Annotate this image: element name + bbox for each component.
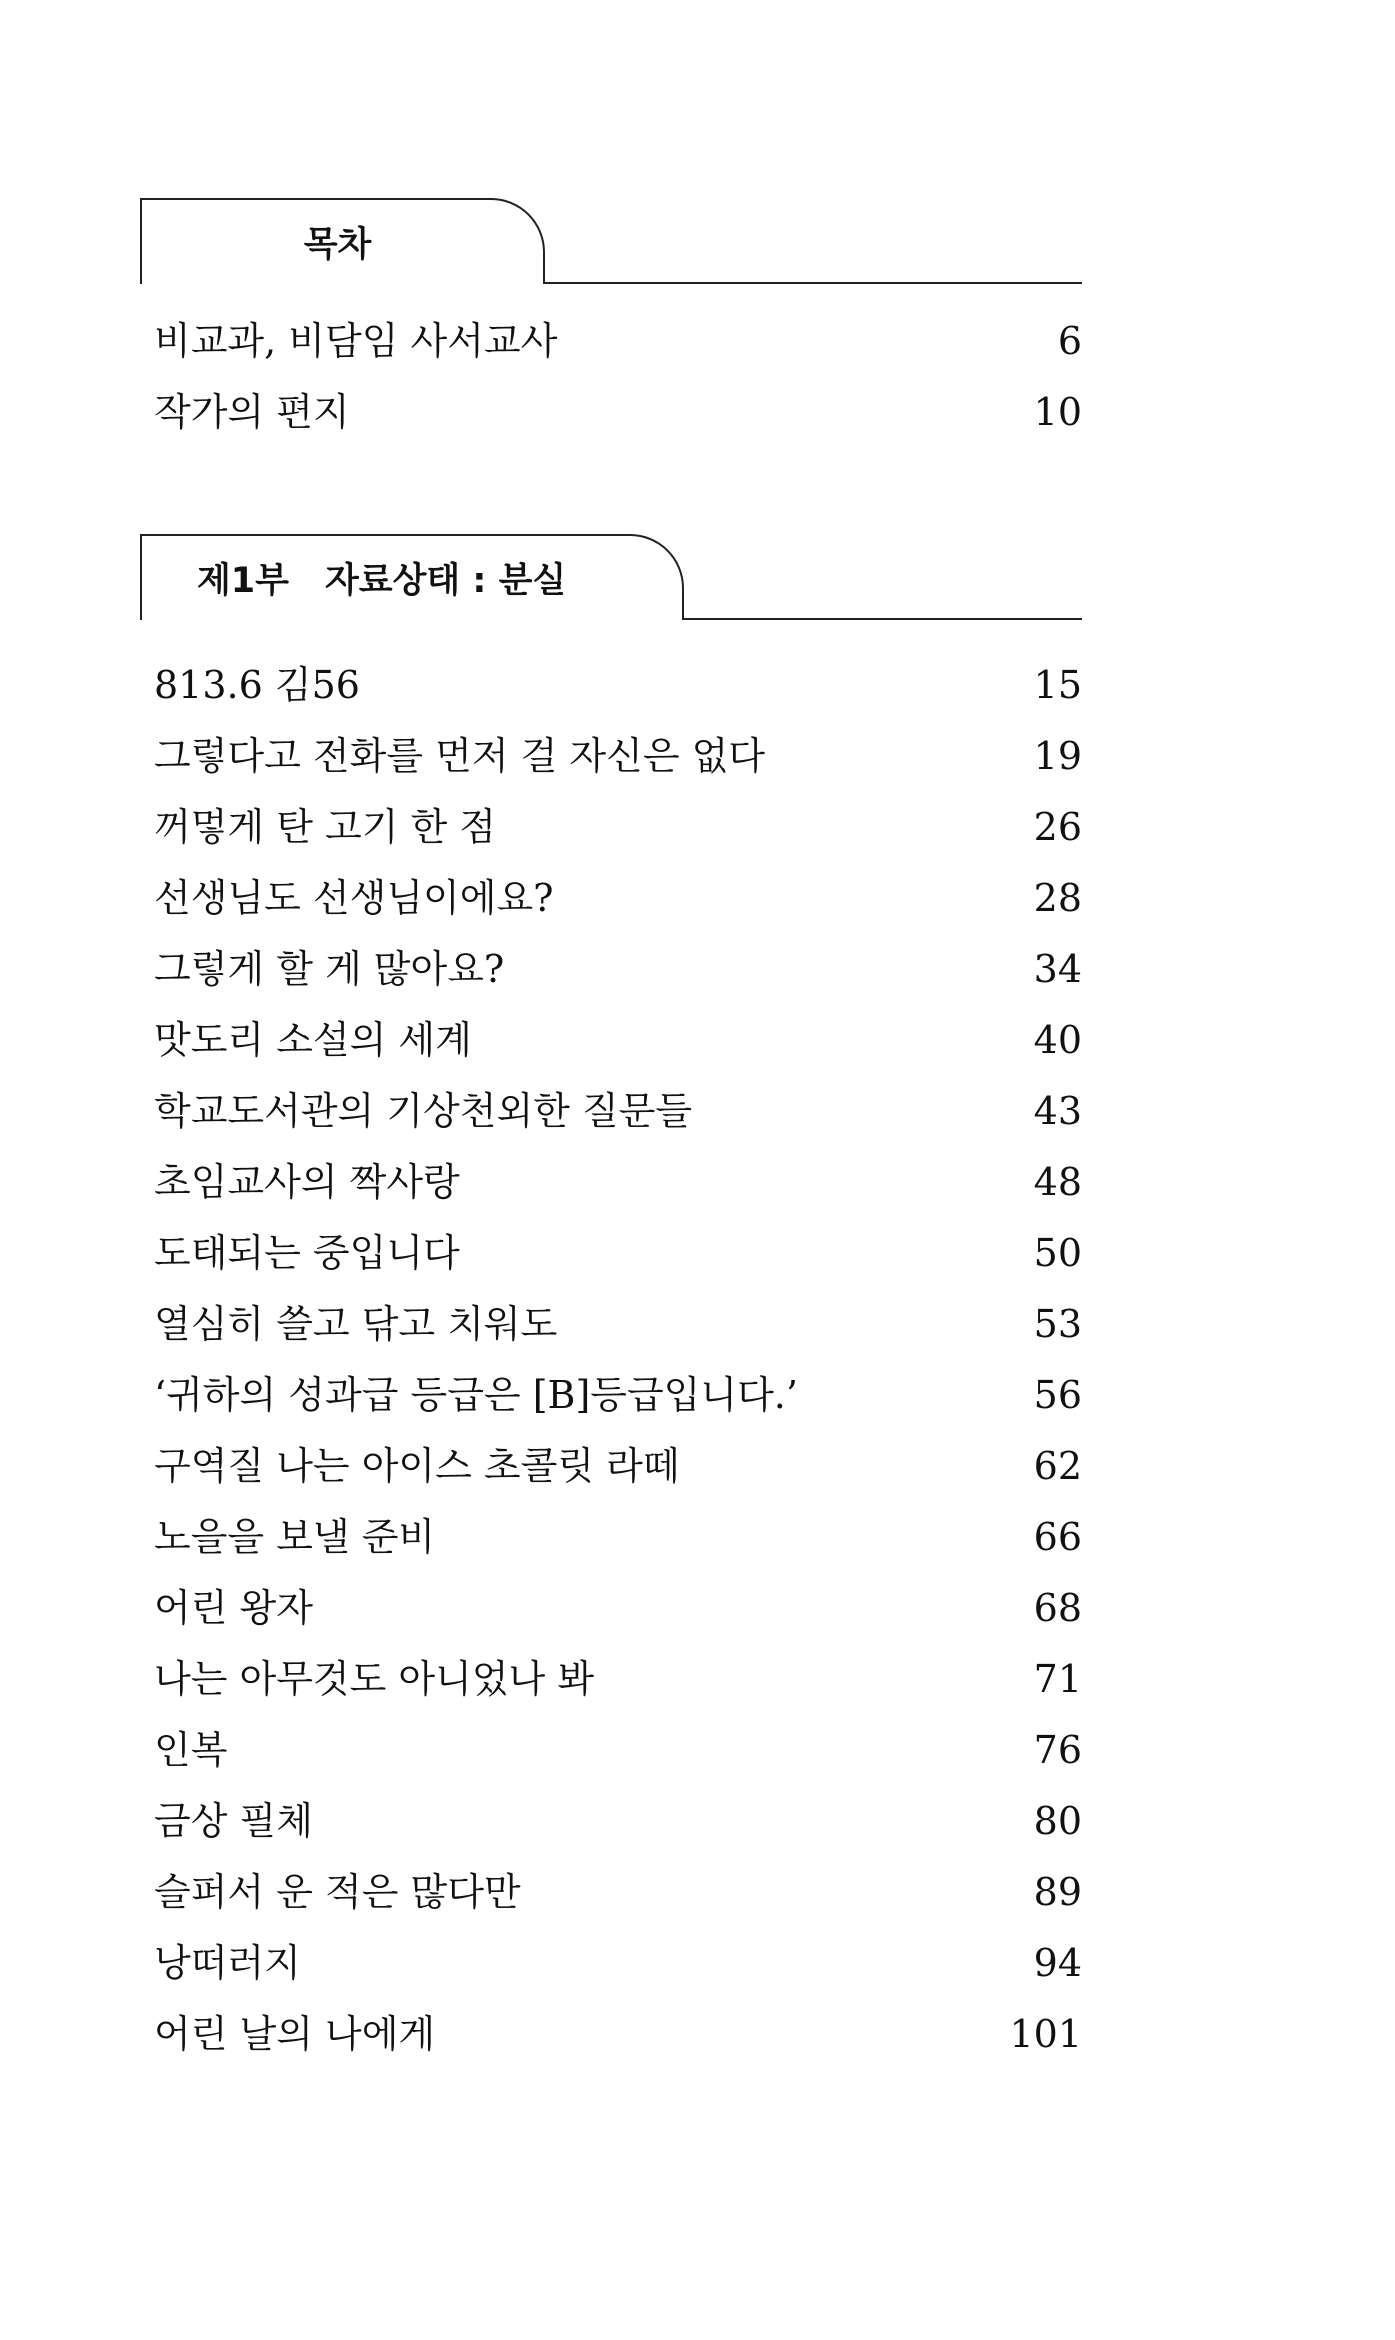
toc-entry — [140, 306, 1082, 377]
toc-title-tab — [140, 198, 545, 284]
toc-entry — [140, 1147, 1082, 1218]
entry-page: 62 — [1033, 1444, 1082, 1488]
toc-entry — [140, 1786, 1082, 1857]
entry-page: 80 — [1033, 1799, 1082, 1843]
entry-page: 6 — [1057, 319, 1082, 363]
part-number: 제1부 — [197, 561, 289, 601]
entry-list — [140, 284, 1082, 448]
entry-page: 89 — [1033, 1870, 1082, 1914]
toc-entry — [140, 1005, 1082, 1076]
toc-entry — [140, 863, 1082, 934]
toc-entry — [140, 792, 1082, 863]
entry-list — [140, 620, 1082, 2070]
entry-page: 34 — [1033, 947, 1082, 991]
toc-entry — [140, 1857, 1082, 1928]
toc-entry — [140, 650, 1082, 721]
entry-title: 초임교사의 짝사랑 — [154, 1160, 460, 1204]
entry-page: 50 — [1033, 1231, 1082, 1275]
toc-entry — [140, 1360, 1082, 1431]
toc-entry — [140, 1431, 1082, 1502]
entry-title: 나는 아무것도 아니었나 봐 — [154, 1657, 595, 1701]
toc-entry — [140, 1999, 1082, 2070]
entry-page: 19 — [1033, 734, 1082, 778]
entry-title: 813.6 김56 — [154, 663, 360, 707]
toc-section-part-1 — [140, 532, 1082, 2070]
entry-page: 26 — [1033, 805, 1082, 849]
toc-entry — [140, 934, 1082, 1005]
toc-section-front — [140, 196, 1082, 448]
entry-page: 15 — [1033, 663, 1082, 707]
part-title: 자료상태 : 분실 — [324, 561, 567, 601]
entry-page: 40 — [1033, 1018, 1082, 1062]
toc-entry — [140, 1928, 1082, 1999]
toc-entry — [140, 1076, 1082, 1147]
entry-title: 작가의 편지 — [154, 390, 350, 434]
entry-page: 66 — [1033, 1515, 1082, 1559]
entry-title: 비교과, 비담임 사서교사 — [154, 319, 558, 363]
entry-page: 68 — [1033, 1586, 1082, 1630]
entry-page: 48 — [1033, 1160, 1082, 1204]
entry-page: 43 — [1033, 1089, 1082, 1133]
entry-page: 76 — [1033, 1728, 1082, 1772]
entry-title: 구역질 나는 아이스 초콜릿 라떼 — [154, 1444, 680, 1488]
toc-entry — [140, 1502, 1082, 1573]
toc-entry — [140, 1218, 1082, 1289]
toc-entry — [140, 1715, 1082, 1786]
entry-title: 노을을 보낼 준비 — [154, 1515, 436, 1559]
entry-page: 71 — [1033, 1657, 1082, 1701]
table-of-contents — [140, 196, 1082, 2070]
toc-entry — [140, 1573, 1082, 1644]
toc-entry — [140, 1644, 1082, 1715]
entry-page: 56 — [1033, 1373, 1082, 1417]
entry-title: 맛도리 소설의 세계 — [154, 1018, 472, 1062]
entry-title: 어린 왕자 — [154, 1586, 313, 1630]
entry-title: 열심히 쓸고 닦고 치워도 — [154, 1302, 558, 1346]
toc-title: 목차 — [303, 225, 372, 265]
entry-page: 10 — [1033, 390, 1082, 434]
toc-entry — [140, 377, 1082, 448]
entry-title: ‘귀하의 성과급 등급은 [B]등급입니다.’ — [154, 1373, 798, 1417]
toc-entry — [140, 1289, 1082, 1360]
entry-page: 101 — [1009, 2012, 1082, 2056]
entry-title: 금상 필체 — [154, 1799, 313, 1843]
entry-title: 도태되는 중입니다 — [154, 1231, 460, 1275]
entry-title: 학교도서관의 기상천외한 질문들 — [154, 1089, 693, 1133]
entry-title: 그렇게 할 게 많아요? — [154, 947, 505, 991]
entry-title: 그렇다고 전화를 먼저 걸 자신은 없다 — [154, 734, 766, 778]
section-header — [140, 532, 1082, 620]
entry-title: 슬퍼서 운 적은 많다만 — [154, 1870, 521, 1914]
part-title-tab — [140, 534, 684, 620]
section-header — [140, 196, 1082, 284]
entry-title: 선생님도 선생님이에요? — [154, 876, 554, 920]
entry-title: 어린 날의 나에게 — [154, 2012, 436, 2056]
entry-page: 53 — [1033, 1302, 1082, 1346]
entry-page: 94 — [1033, 1941, 1082, 1985]
entry-page: 28 — [1033, 876, 1082, 920]
toc-entry — [140, 721, 1082, 792]
entry-title: 낭떠러지 — [154, 1941, 301, 1985]
entry-title: 꺼멓게 탄 고기 한 점 — [154, 805, 496, 849]
entry-title: 인복 — [154, 1728, 228, 1772]
